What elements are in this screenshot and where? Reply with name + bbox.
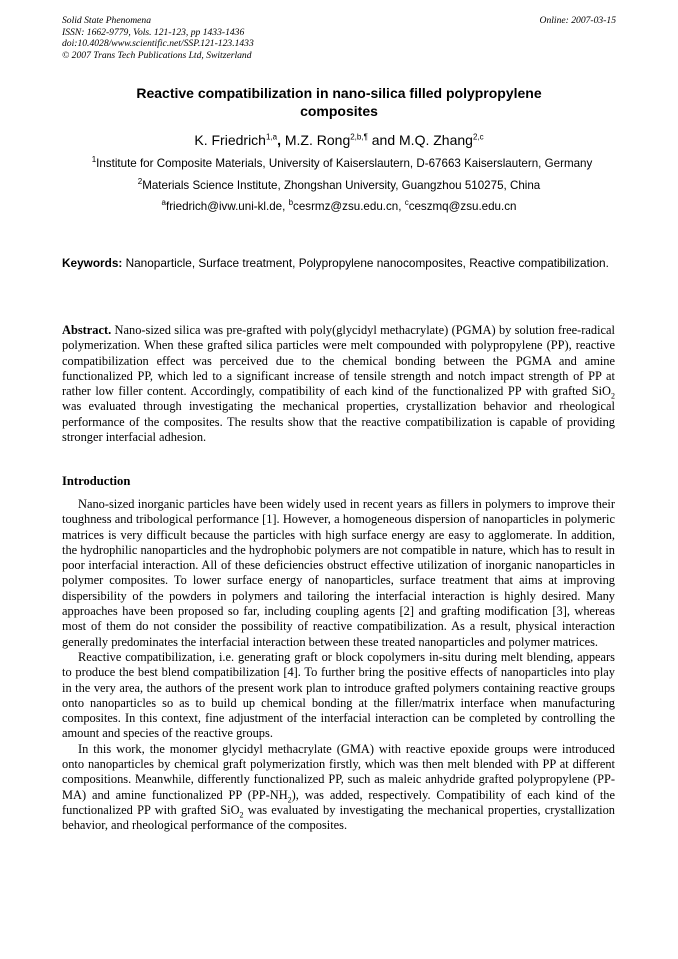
abstract bbox=[62, 323, 615, 445]
title-line-2: composites bbox=[300, 103, 378, 119]
intro-p3-text-1: In this work, the monomer glycidyl methacrylate (GMA) with reactive epoxide groups were introduced onto nanoparticles by chemical graft polymerization firstly, which was then melt blended with PP at different compositions. Meanwhile, differently functionalized PP, such as maleic anhydride grafted polypropylene (PP-MA) and amine functionalized PP (PP-NH bbox=[62, 741, 615, 802]
title-line-1: Reactive compatibilization in nano-silica filled polypropylene bbox=[136, 85, 542, 101]
email-a[interactable]: friedrich@ivw.uni-kl.de, bbox=[165, 200, 286, 213]
author-1-sup: 1,a bbox=[265, 132, 278, 142]
journal-name: Solid State Phenomena bbox=[62, 15, 151, 26]
affiliation-1-text: Institute for Composite Materials, University of Kaiserslautern, D-67663 Kaiserslautern, Germany bbox=[96, 157, 593, 170]
journal-header bbox=[62, 15, 254, 61]
email-c[interactable]: ceszmq@zsu.edu.cn bbox=[408, 200, 517, 213]
keywords-label: Keywords: bbox=[62, 256, 123, 270]
introduction-body bbox=[62, 497, 615, 834]
intro-p3-text-2: ), was added, respectively. Compatibility of each kind of the functionalized PP with grafted SiO bbox=[62, 787, 615, 817]
intro-paragraph-2: Reactive compatibilization, i.e. generating graft or block copolymers in-situ during melt blending, appears to produce the best blend compatibilization [4]. To further bring the positive effects of nanoparticles into play in the very area, the authors of the present work plan to introduce grafted polymers containing reactive groups onto nanoparticles so as to build up chemical bonding at the filler/matrix interface when manufacturing composites. In this context, fine adjustment of the interfacial interaction can be completed by controlling the amount and species of the reactive groups. bbox=[62, 649, 615, 741]
affiliation-1 bbox=[62, 157, 622, 170]
email-a-sup: a bbox=[161, 198, 166, 208]
journal-issn: ISSN: 1662-9779, Vols. 121-123, pp 1433-1436 bbox=[62, 26, 245, 38]
abstract-label: Abstract. bbox=[62, 323, 112, 337]
intro-p3-text-3: was evaluated by investigating the mechanical properties, crystallization behavior, and rheological performance of the composites. bbox=[62, 802, 615, 833]
affiliation-2-text: Materials Science Institute, Zhongshan University, Guangzhou 510275, China bbox=[142, 179, 541, 192]
author-3: M.Q. Zhang bbox=[399, 132, 473, 148]
online-date: Online: 2007-03-15 bbox=[539, 15, 616, 26]
keywords-text: Nanoparticle, Surface treatment, Polypropylene nanocomposites, Reactive compatibilization. bbox=[125, 256, 609, 270]
author-3-sup: 2,c bbox=[472, 132, 484, 142]
paper-title bbox=[62, 84, 616, 120]
intro-paragraph-3 bbox=[62, 742, 615, 834]
author-1: K. Friedrich bbox=[194, 132, 266, 148]
author-emails bbox=[62, 200, 616, 213]
author-list: K. Friedrich$^{1,a}$, M.Z. Rong$^{2,b,\P}$ and M.Q. Zhang$^{2,c}$ bbox=[194, 132, 484, 148]
intro-p3-sub-2: 2 bbox=[239, 810, 244, 820]
abstract-sub: 2 bbox=[611, 391, 615, 401]
abstract-text-1: Nano-sized silica was pre-grafted with poly(glycidyl methacrylate) (PGMA) by solution free-radical polymerization. When these grafted silica particles were melt compounded with polypropylene (PP), reactive compatibilization effect was perceived due to the chemical bonding between the PGMA and amine functionalized PP, which led to a significant increase of tensile strength and notch impact strength of PP at rather low filler content. Accordingly, compatibility of each kind of the functionalized PP with grafted SiO bbox=[62, 323, 615, 399]
intro-paragraph-1: Nano-sized inorganic particles have been widely used in recent years as fillers in polymers to improve their toughness and tribological performance [1]. However, a homogeneous dispersion of nanoparticles in polymeric matrices is very difficult because the particles with high surface energy are easy to agglomerate. In addition, the hydrophilic nanoparticles and the hydrophobic polymers are not compatible in nature, which has to result in poor interfacial interaction. All of these deficiencies obstruct effective utilization of inorganic nanoparticles in polymer composites. To lower surface energy of nanoparticles, surface treatment that aims at improving dispersibility of the powders in polymers and tailoring the interfacial interaction is highly desired. Many approaches have been proposed so far, including coupling agents [2] and grafting modification [3], whereas most of them do not consider the possibility of reactive compatibilization. As a result, physical interaction generally predominates the interfacial interaction between these treated nanoparticles and polymer matrices. bbox=[62, 497, 615, 649]
intro-p3-sub-1: 2 bbox=[287, 795, 292, 805]
journal-copyright: © 2007 Trans Tech Publications Ltd, Switzerland bbox=[62, 49, 252, 61]
affiliation-2 bbox=[62, 179, 616, 192]
email-c-sup: c bbox=[404, 198, 409, 208]
section-heading-introduction: Introduction bbox=[62, 474, 131, 488]
author-and: and bbox=[371, 132, 396, 148]
abstract-text-2: was evaluated through investigating the mechanical properties, crystallization behavior and rheological performance of the composites. The results show that the reactive compatibilization is capable of providing stronger interfacial adhesion. bbox=[62, 399, 615, 445]
affiliation-2-sup: 2 bbox=[137, 177, 143, 187]
affiliation-1-sup: 1 bbox=[91, 155, 97, 165]
email-b-sup: b bbox=[288, 198, 294, 208]
keywords bbox=[62, 256, 615, 271]
email-b[interactable]: cesrmz@zsu.edu.cn, bbox=[293, 200, 402, 213]
author-2-sup: 2,b,¶ bbox=[350, 132, 368, 142]
journal-doi: doi:10.4028/www.scientific.net/SSP.121-123.1433 bbox=[62, 38, 254, 49]
author-2: M.Z. Rong bbox=[284, 132, 351, 148]
